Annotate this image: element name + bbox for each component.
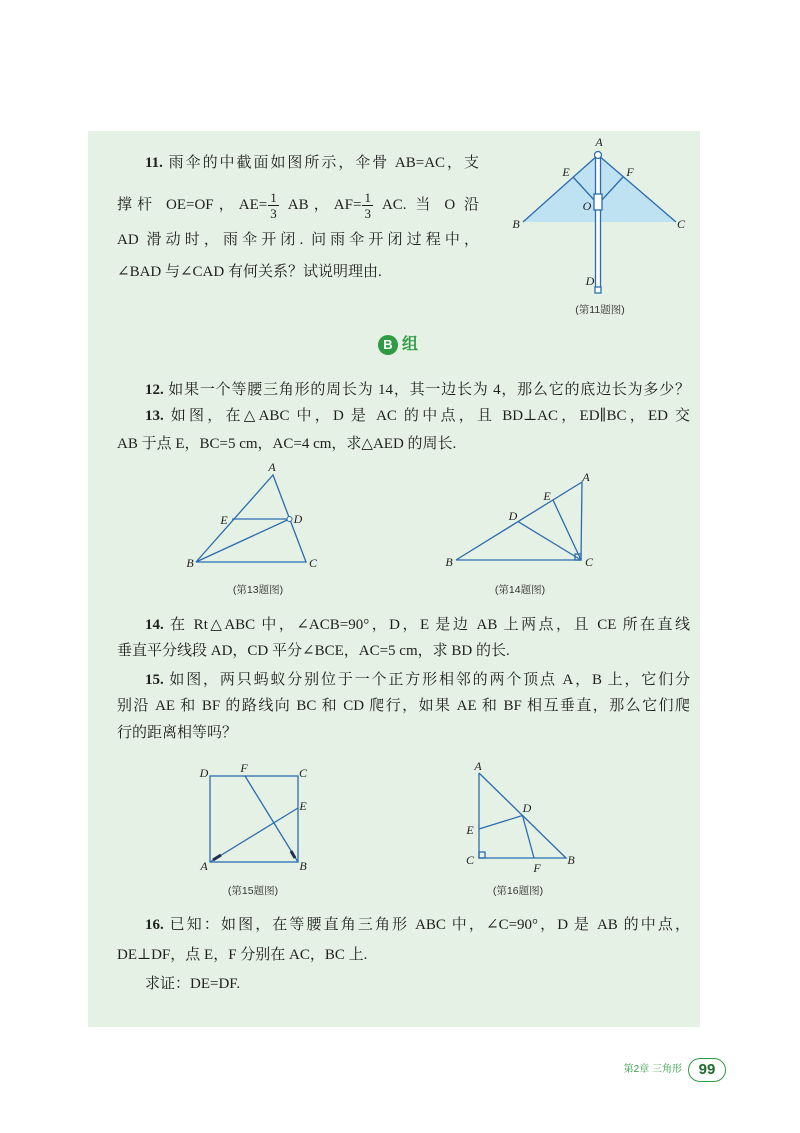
- label-a: A: [268, 460, 276, 474]
- problem-12-number: 12.: [145, 382, 164, 398]
- problem-15-line-1: [145, 670, 690, 690]
- fraction-a-denominator: 3: [270, 206, 277, 222]
- label-c: C: [308, 556, 318, 570]
- fraction-b-numerator: 1: [364, 190, 371, 206]
- problem-11-text-1: 雨伞的中截面如图所示，伞骨 AB=AC，支: [168, 155, 479, 171]
- label-o: O: [582, 199, 592, 213]
- label-f: F: [533, 861, 541, 875]
- problem-13-line-2: AB 于点 E，BC=5 cm，AC=4 cm，求△AED 的周长.: [117, 436, 457, 452]
- label-f: F: [240, 761, 248, 775]
- problem-15-line-3: 行的距离相等吗？: [117, 725, 238, 741]
- label-e: E: [220, 513, 228, 527]
- problem-11-text-2c: AC. 当 O 沿: [381, 197, 479, 213]
- label-a: A: [595, 135, 603, 149]
- label-b: B: [512, 217, 520, 231]
- ant-b-icon: [291, 851, 295, 858]
- figure-14-caption: (第14题图): [494, 584, 546, 596]
- point-d-marker: [287, 517, 292, 522]
- problem-16-line-2: DE⊥DF，点 E，F 分别在 AC，BC 上.: [117, 947, 368, 963]
- problem-16-number: 16.: [145, 917, 164, 933]
- label-d: D: [585, 274, 595, 288]
- handle-bottom: [595, 287, 601, 293]
- problem-11-line-2: [117, 185, 479, 225]
- label-a: A: [582, 470, 590, 484]
- label-d: D: [508, 509, 518, 523]
- square-abcd: [210, 776, 298, 862]
- problem-11-number: 11.: [145, 155, 163, 171]
- problem-13-line-1: [145, 406, 690, 426]
- problem-11-line-1: [145, 153, 479, 173]
- problem-14-number: 14.: [145, 617, 164, 633]
- page-number: 99: [688, 1058, 726, 1082]
- figure-15-caption: (第15题图): [227, 885, 279, 897]
- problem-11-line-3: AD 滑动时，雨伞开闭. 问雨伞开闭过程中，: [117, 232, 479, 248]
- problem-14-line-2: 垂直平分线段 AD，CD 平分∠BCE，AC=5 cm，求 BD 的长.: [117, 643, 510, 659]
- fraction-one-third-a: [268, 190, 279, 221]
- problem-16-line-3: 求证：DE=DF.: [145, 976, 241, 992]
- label-b: B: [567, 853, 575, 867]
- problem-14-text-1: 在 Rt△ABC 中，∠ACB=90°，D，E 是边 AB 上两点，且 CE 所在直线: [169, 617, 691, 633]
- label-d: D: [293, 512, 303, 526]
- label-d: D: [199, 766, 209, 780]
- problem-15-text-1: 如图，两只蚂蚁分别位于一个正方形相邻的两个顶点 A，B 上，它们分: [169, 672, 691, 688]
- figure-13-caption: (第13题图): [232, 584, 284, 596]
- right-angle-marker: [479, 852, 485, 858]
- path-bf: [245, 776, 298, 862]
- section-title: 组: [402, 336, 419, 353]
- label-c: C: [465, 853, 475, 867]
- path-ae: [210, 808, 298, 862]
- label-c: C: [298, 766, 308, 780]
- problem-11-text-2b: AB，AF=: [287, 197, 362, 213]
- slider-o: [594, 194, 602, 210]
- segment-de: [479, 816, 523, 830]
- label-c: C: [584, 555, 594, 569]
- label-f: F: [626, 165, 634, 179]
- label-e: E: [299, 799, 307, 813]
- label-e: E: [466, 823, 474, 837]
- label-a: A: [200, 859, 208, 873]
- label-c: C: [676, 217, 686, 231]
- problem-13-text-1: 如图，在△ABC 中，D 是 AC 的中点，且 BD⊥AC，ED∥BC，ED 交: [170, 408, 690, 424]
- problem-16-line-1: [145, 915, 690, 935]
- problem-15-number: 15.: [145, 672, 164, 688]
- label-b: B: [299, 859, 307, 873]
- ant-a-icon: [213, 855, 221, 860]
- figure-11-caption: (第11题图): [575, 304, 625, 316]
- problem-12-line-1: [145, 380, 690, 400]
- figure-11-umbrella: [500, 130, 700, 300]
- label-e: E: [562, 165, 570, 179]
- label-b: B: [186, 556, 194, 570]
- problem-11-line-4: ∠BAD 与∠CAD 有何关系？试说明理由.: [117, 264, 382, 280]
- fraction-b-denominator: 3: [364, 206, 371, 222]
- section-badge: B: [378, 335, 398, 355]
- problem-15-line-2: 别沿 AE 和 BF 的路线向 BC 和 CD 爬行，如果 AE 和 BF 相互垂直，那么它们爬: [117, 698, 690, 714]
- problem-11-text-2a: 撑杆 OE=OF，AE=: [117, 197, 268, 213]
- shaft-ad: [596, 155, 601, 288]
- label-b: B: [445, 555, 453, 569]
- label-e: E: [543, 489, 551, 503]
- problem-13-number: 13.: [145, 408, 164, 424]
- fraction-one-third-b: [362, 190, 373, 221]
- segment-bd: [196, 519, 290, 562]
- figure-15-square: [195, 760, 315, 875]
- figure-13-triangle: [180, 460, 330, 575]
- label-d: D: [522, 801, 532, 815]
- problem-16-text-1: 已知：如图，在等腰直角三角形 ABC 中，∠C=90°，D 是 AB 的中点，: [169, 917, 691, 933]
- problem-14-line-1: [145, 615, 690, 635]
- top-cap: [595, 152, 602, 159]
- fraction-a-numerator: 1: [270, 190, 277, 206]
- label-a: A: [474, 759, 482, 773]
- chapter-label: 第2章 三角形: [623, 1064, 682, 1075]
- figure-16-isosceles-right-triangle: [460, 755, 580, 879]
- figure-14-right-triangle: [440, 470, 600, 575]
- figure-16-caption: (第16题图): [492, 885, 544, 897]
- problem-12-text-1: 如果一个等腰三角形的周长为 14，其一边长为 4，那么它的底边长为多少？: [168, 382, 690, 398]
